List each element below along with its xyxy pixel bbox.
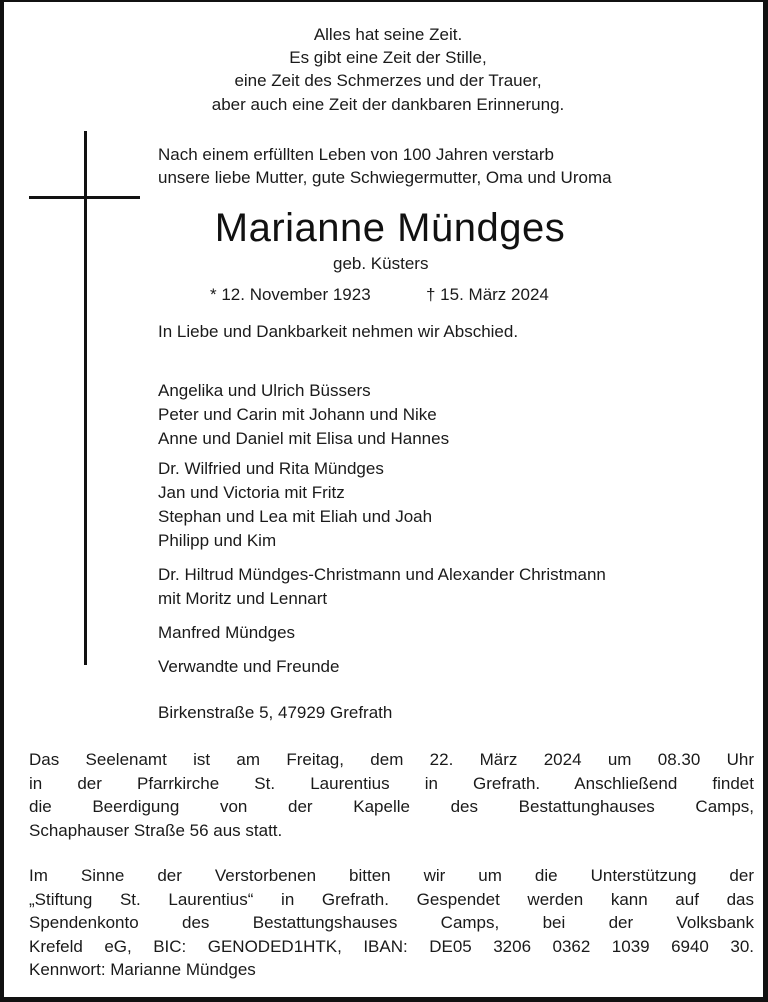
service-notice-line: Das Seelenamt ist am Freitag, dem 22. März 2024 um 08.30 Uhr	[29, 750, 754, 769]
deceased-name: Marianne Mündges	[214, 206, 566, 250]
service-notice-line: in der Pfarrkirche St. Laurentius in Grefrath. Anschließend findet	[29, 773, 754, 793]
donation-notice-line: Im Sinne der Verstorbenen bitten wir um die Unterstützung der	[29, 866, 754, 885]
cross-icon-horizontal	[29, 196, 140, 199]
service-notice-line: die Beerdigung von der Kapelle des Bestattunghauses Camps,	[29, 797, 754, 816]
birth-date: * 12. November 1923	[210, 285, 371, 304]
death-date: † 15. März 2024	[426, 285, 549, 304]
donation-notice-line: Kennwort: Marianne Mündges	[29, 960, 256, 979]
birth-name: geb. Küsters	[333, 254, 429, 273]
motto-line-1: Alles hat seine Zeit.	[313, 25, 463, 44]
mourner-line: Jan und Victoria mit Fritz	[158, 483, 345, 502]
mourner-line: Verwandte und Freunde	[158, 657, 340, 676]
intro-line-1: Nach einem erfüllten Leben von 100 Jahren verstarb	[158, 145, 554, 164]
mourner-line: Peter und Carin mit Johann und Nike	[158, 405, 437, 424]
donation-notice	[29, 864, 754, 982]
farewell-text: In Liebe und Dankbarkeit nehmen wir Abschied.	[158, 322, 519, 341]
mourner-line: Manfred Mündges	[158, 623, 296, 642]
service-notice-line: Schaphauser Straße 56 aus statt.	[29, 820, 283, 840]
donation-notice-line: Spendenkonto des Bestattungshauses Camps, bei der Volksbank	[29, 913, 754, 932]
cross-icon-vertical	[84, 131, 87, 665]
motto-line-4: aber auch eine Zeit der dankbaren Erinnerung.	[211, 95, 565, 114]
mourner-line: Stephan und Lea mit Eliah und Joah	[158, 507, 433, 526]
mourner-line: Dr. Hiltrud Mündges-Christmann und Alexander Christmann	[158, 565, 606, 584]
donation-notice-line: „Stiftung St. Laurentius“ in Grefrath. Gespendet werden kann auf das	[29, 889, 754, 909]
mourner-line: Angelika und Ulrich Büssers	[158, 381, 371, 400]
address: Birkenstraße 5, 47929 Grefrath	[158, 703, 393, 722]
mourner-line: Anne und Daniel mit Elisa und Hannes	[158, 429, 450, 448]
mourner-line: mit Moritz und Lennart	[158, 589, 328, 608]
donation-notice-line: Krefeld eG, BIC: GENODED1HTK, IBAN: DE05 3206 0362 1039 6940 30.	[29, 936, 754, 956]
motto-line-3: eine Zeit des Schmerzes und der Trauer,	[234, 71, 542, 90]
service-notice	[29, 748, 754, 842]
mourner-line: Dr. Wilfried und Rita Mündges	[158, 459, 384, 478]
mourner-line: Philipp und Kim	[158, 531, 277, 550]
motto-line-2: Es gibt eine Zeit der Stille,	[289, 48, 487, 67]
intro-line-2: unsere liebe Mutter, gute Schwiegermutter, Oma und Uroma	[158, 168, 612, 187]
